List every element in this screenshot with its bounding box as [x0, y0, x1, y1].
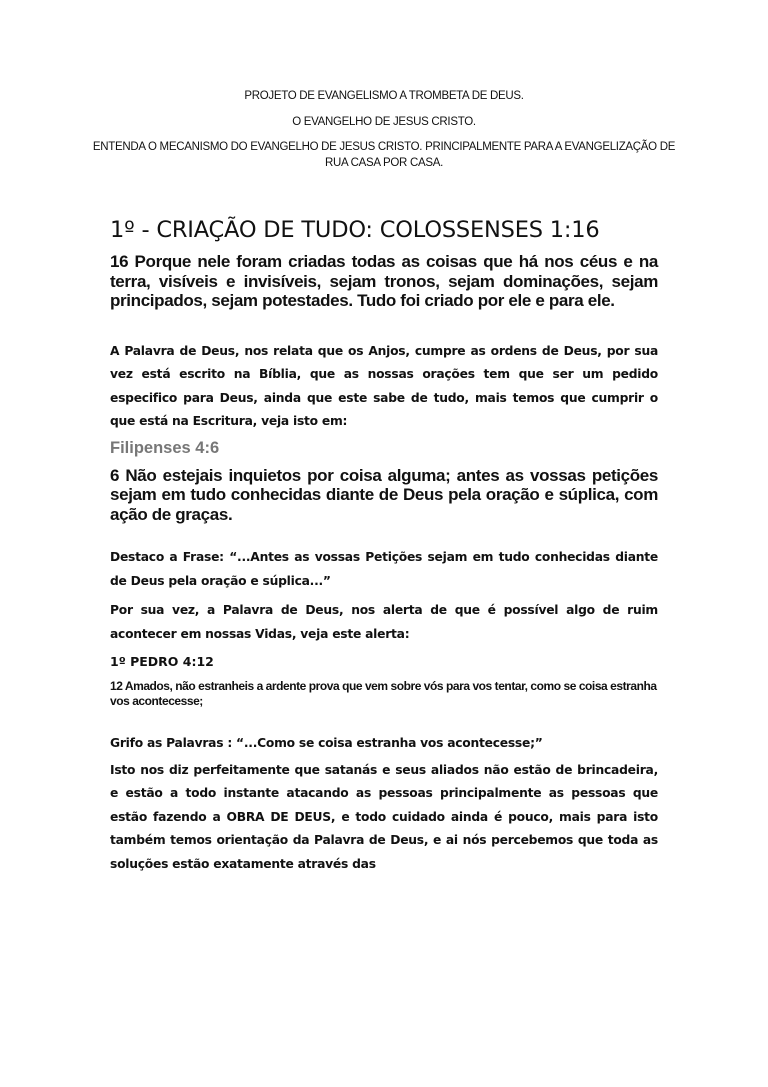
verse-filipenses: 6 Não estejais inquietos por coisa alguma; antes as vossas petições sejam em tudo conhecidas diante de Deus pela oração e súplica, com ação de graças.: [110, 465, 658, 524]
verse-colossenses: 16 Porque nele foram criadas todas as coisas que há nos céus e na terra, visíveis e invisíveis, sejam tronos, sejam dominações, sejam principados, sejam potestades. Tudo foi criado por ele e para ele.: [110, 252, 658, 310]
paragraph-1: A Palavra de Deus, nos relata que os Anjos, cumpre as ordens de Deus, por sua vez está escrito na Bíblia, que as nossas orações tem que ser um pedido especifico para Deus, ainda que este sabe de tudo, mais temos que cumprir o que está na Escritura, veja isto em:: [110, 343, 658, 428]
header-line-3: ENTENDA O MECANISMO DO EVANGELHO DE JESUS CRISTO. PRINCIPALMENTE PARA A EVANGELIZAÇÃO DE RUA CASA POR CASA.: [92, 141, 676, 169]
paragraph-5: Isto nos diz perfeitamente que satanás e seus aliados não estão de brincadeira, e estão a todo instante atacando as pessoas principalmente as pessoas que estão fazendo a OBRA DE DEUS, e todo cuidado ainda é pouco, mais para isto também temos orientação da Palavra de Deus, e ai nós percebemos que toda as soluções estão exatamente através das: [110, 762, 658, 871]
paragraph-2: Destaco a Frase: “...Antes as vossas Petições sejam em tudo conhecidas diante de Deus pela oração e súplica...”: [110, 550, 658, 588]
paragraph-3: Por sua vez, a Palavra de Deus, nos alerta de que é possível algo de ruim acontecer em nossas Vidas, veja este alerta:: [110, 603, 658, 641]
header-line-1: PROJETO DE EVANGELISMO A TROMBETA DE DEUS.: [244, 90, 524, 102]
document-page: [92, 88, 676, 876]
verse-pedro: 12 Amados, não estranheis a ardente prova que vem sobre vós para vos tentar, como se coisa estranha vos acontecesse;: [110, 679, 657, 708]
scripture-reference-pedro: 1º PEDRO 4:12: [110, 654, 214, 669]
section-title: 1º - CRIAÇÃO DE TUDO: COLOSSENSES 1:16: [110, 217, 600, 243]
paragraph-4: Grifo as Palavras : “...Como se coisa estranha vos acontecesse;”: [110, 736, 543, 750]
header-line-2: O EVANGELHO DE JESUS CRISTO.: [292, 116, 476, 128]
scripture-reference-filipenses: Filipenses 4:6: [110, 438, 220, 457]
